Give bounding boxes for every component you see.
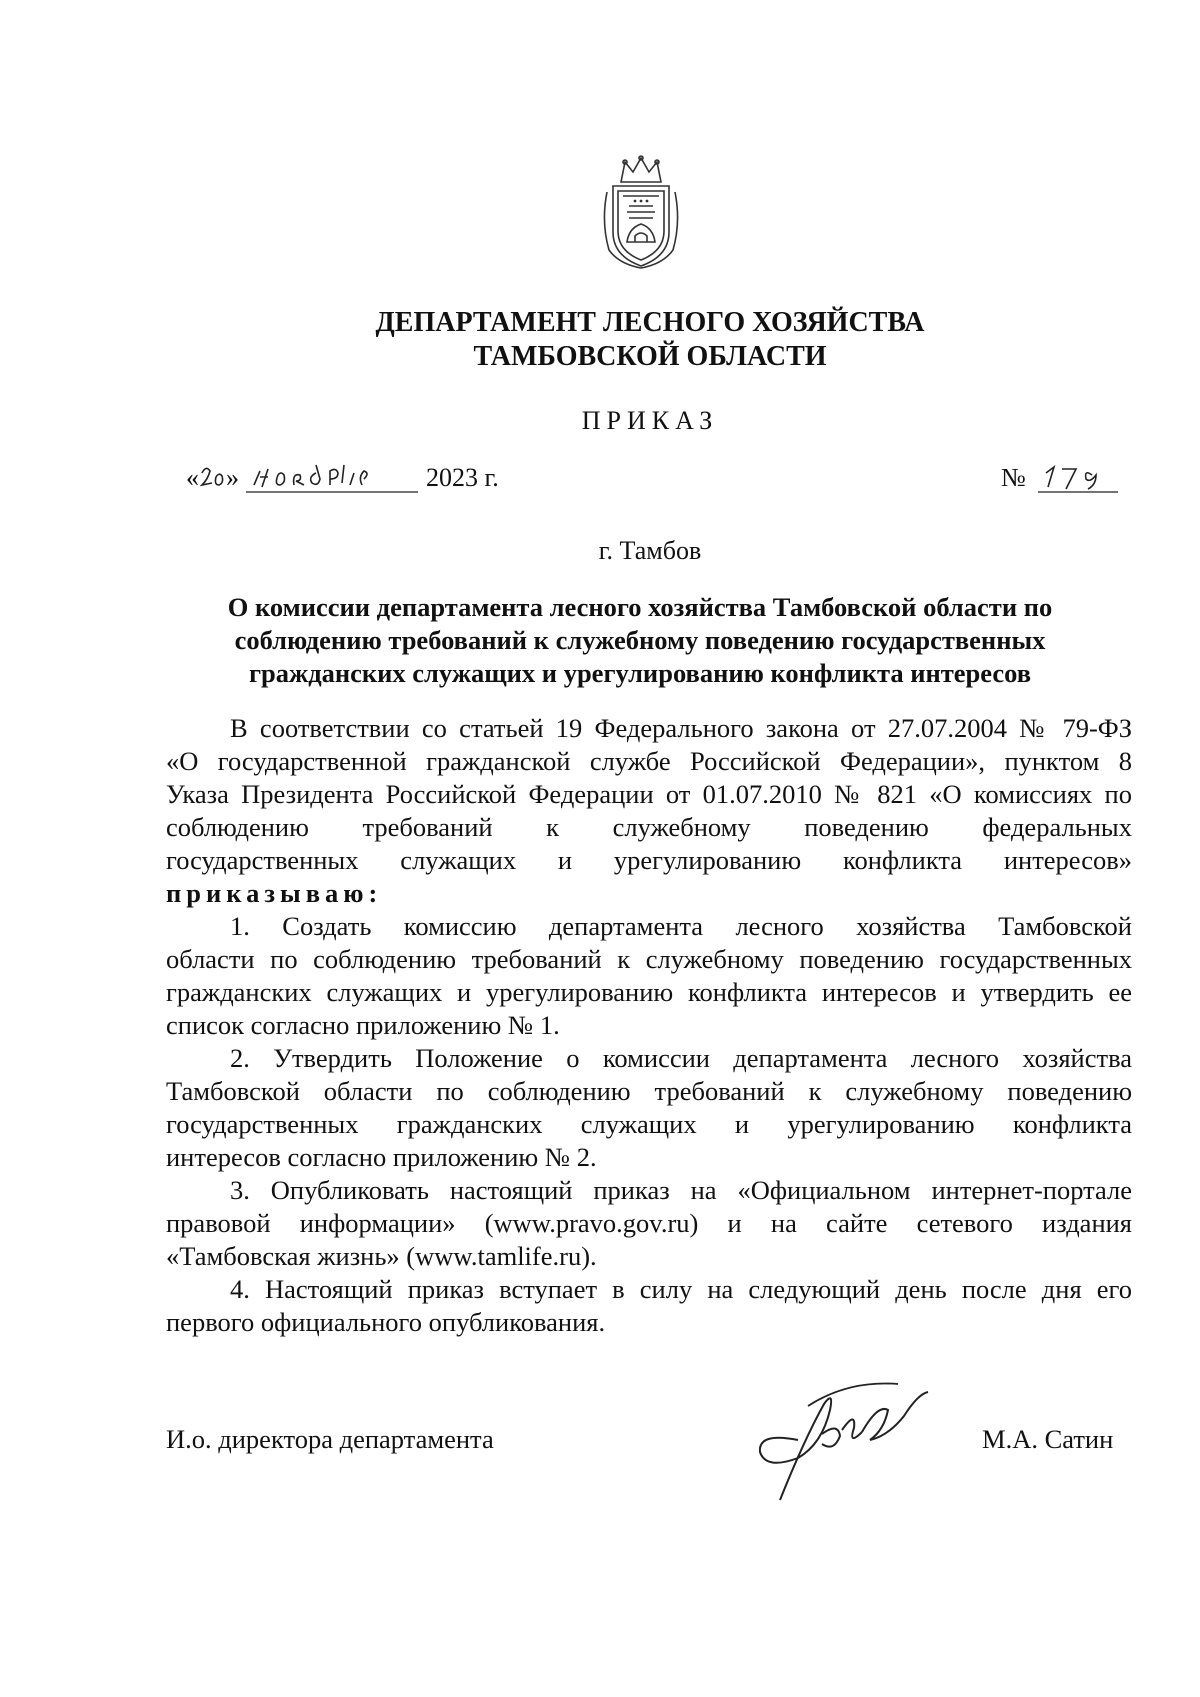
item-1-line: области по соблюдению требований к служебному поведению государственных — [166, 944, 1132, 974]
item-2-line: интересов согласно приложению № 2. — [166, 1142, 597, 1172]
order-word: приказываю: — [166, 878, 383, 908]
number-label: № — [1001, 463, 1026, 492]
city: г. Тамбов — [598, 536, 702, 565]
date-number-row — [186, 457, 1126, 497]
handwritten-signature — [738, 1370, 958, 1510]
item-3-line: правовой информации» (www.pravo.gov.ru) и на сайте сетевого издания — [166, 1208, 1132, 1238]
order-subject-line: соблюдению требований к служебному поведению государственных — [234, 625, 1046, 655]
handwritten-month — [246, 459, 418, 495]
handwritten-number — [1038, 459, 1118, 495]
item-4-line: 4. Настоящий приказ вступает в силу на следующий день после дня его — [230, 1274, 1132, 1304]
preamble-line: соблюдению требований к служебному поведению федеральных — [166, 812, 1132, 842]
department-name — [250, 306, 1050, 374]
department-name-line2: ТАМБОВСКОЙ ОБЛАСТИ — [473, 341, 827, 372]
preamble-line: государственных служащих и урегулированию конфликта интересов» — [166, 845, 1132, 875]
order-subject-line: О комиссии департамента лесного хозяйства Тамбовской области по — [227, 592, 1053, 622]
order-body — [166, 712, 1132, 1339]
item-1-line: список согласно приложению № 1. — [166, 1010, 560, 1040]
department-name-line1: ДЕПАРТАМЕНТ ЛЕСНОГО ХОЗЯЙСТВА — [375, 307, 925, 338]
item-2-line: государственных гражданских служащих и урегулированию конфликта — [166, 1109, 1132, 1139]
preamble-line: Указа Президента Российской Федерации от 01.07.2010 № 821 «О комиссиях по — [166, 779, 1132, 809]
date-year: 2023 г. — [426, 463, 499, 492]
order-subject-line: гражданских служащих и урегулированию конфликта интересов — [248, 658, 1032, 688]
item-1-line: 1. Создать комиссию департамента лесного хозяйства Тамбовской — [230, 911, 1132, 941]
item-1-line: гражданских служащих и урегулированию конфликта интересов и утвердить ее — [166, 977, 1132, 1007]
item-2-line: Тамбовской области по соблюдению требований к служебному поведению — [166, 1076, 1132, 1106]
order-subject — [160, 591, 1120, 690]
handwritten-day — [200, 463, 226, 493]
signatory-position: И.о. директора департамента — [166, 1424, 494, 1454]
coat-of-arms-icon — [599, 152, 683, 270]
document-type: ПРИКАЗ — [581, 406, 719, 435]
date-close-quote: » — [226, 463, 239, 492]
item-4-line: первого официального опубликования. — [166, 1307, 606, 1337]
preamble-line: В соответствии со статьей 19 Федерального закона от 27.07.2004 № 79-ФЗ — [230, 713, 1132, 743]
signatory-name: М.А. Сатин — [982, 1424, 1114, 1454]
item-3-line: 3. Опубликовать настоящий приказ на «Официальном интернет-портале — [230, 1175, 1132, 1205]
item-2-line: 2. Утвердить Положение о комиссии департамента лесного хозяйства — [230, 1043, 1132, 1073]
preamble-line: «О государственной гражданской службе Российской Федерации», пунктом 8 — [166, 746, 1132, 776]
item-3-line: «Тамбовская жизнь» (www.tamlife.ru). — [166, 1241, 597, 1271]
date-open-quote: « — [186, 463, 199, 492]
